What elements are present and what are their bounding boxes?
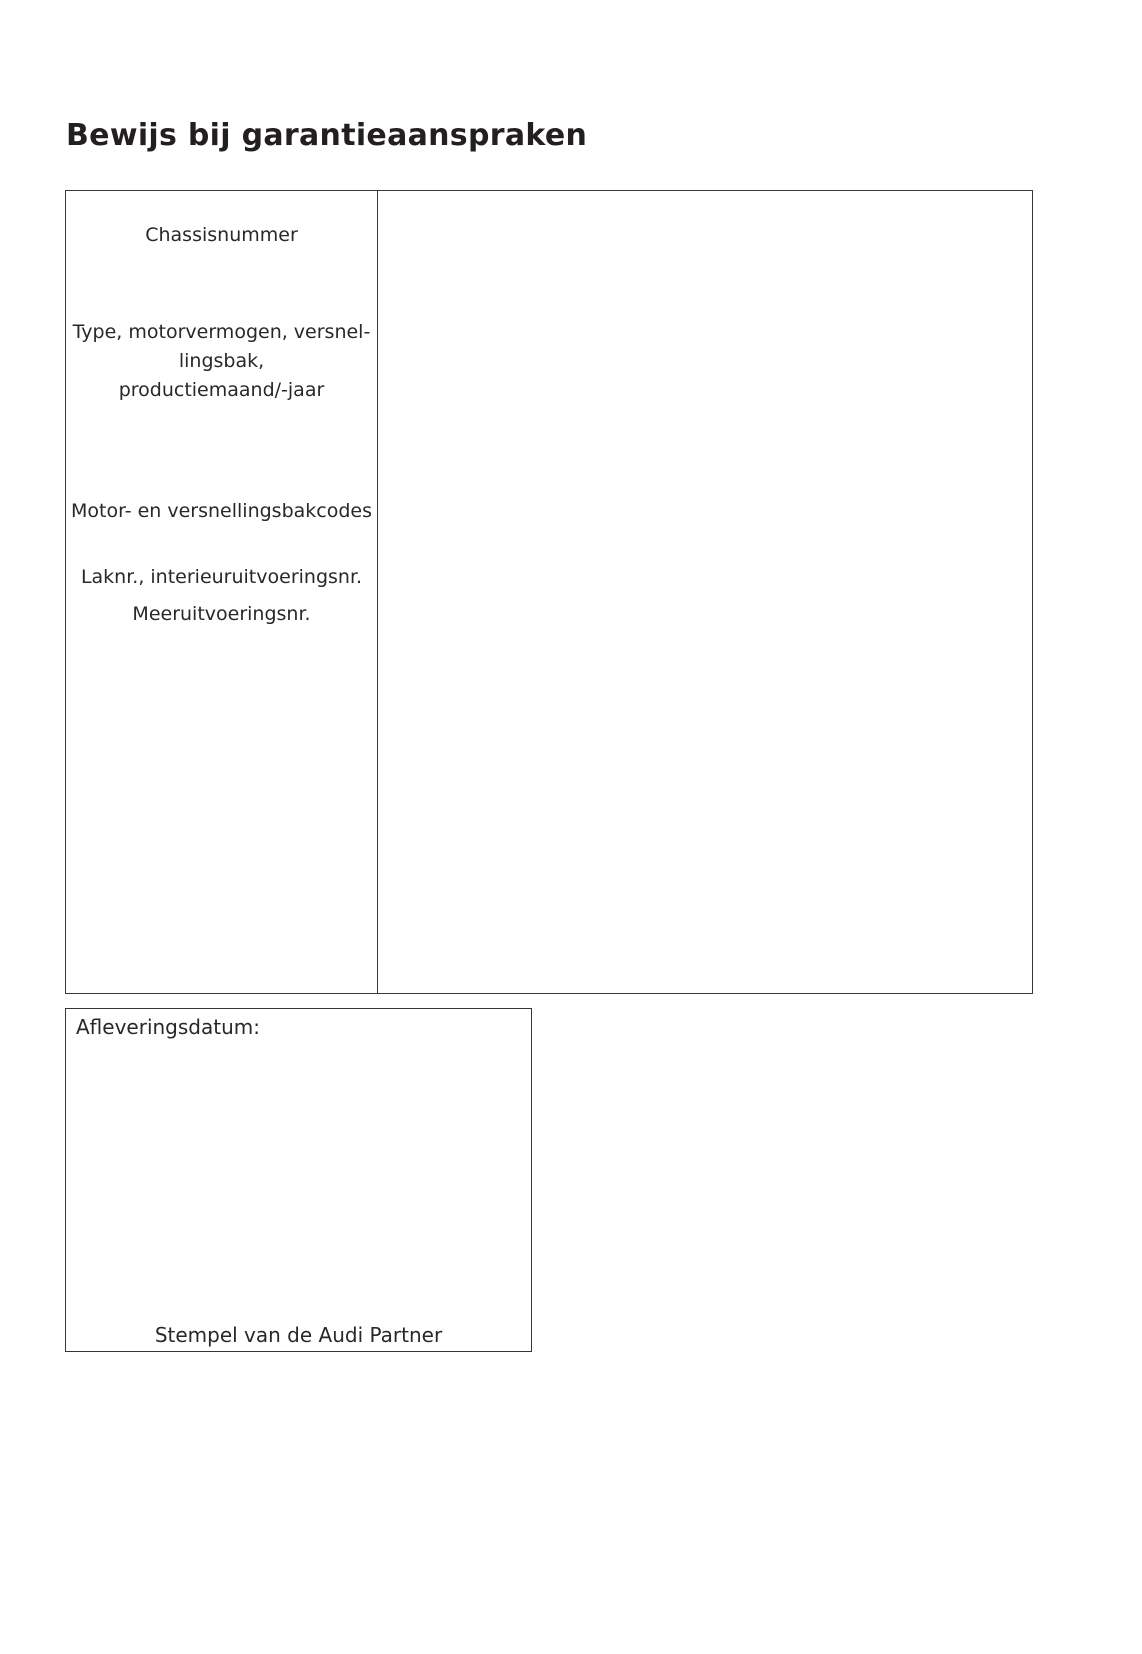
type-label-line-2: lingsbak, xyxy=(178,350,265,372)
engine-gearbox-codes-label: Motor- en versnellingsbakcodes xyxy=(71,500,372,522)
type-label-line-3: productiemaand/-jaar xyxy=(118,379,325,401)
delivery-date-label: Afleveringsdatum: xyxy=(76,1015,260,1039)
type-engine-gearbox-label xyxy=(66,318,377,405)
label-column xyxy=(66,191,378,993)
vehicle-data-form xyxy=(65,190,1033,994)
vehicle-data-entry-area[interactable] xyxy=(378,191,1032,993)
delivery-stamp-box[interactable] xyxy=(65,1008,532,1352)
chassis-number-label: Chassisnummer xyxy=(145,224,298,246)
paint-interior-number-label: Laknr., interieuruitvoeringsnr. xyxy=(80,566,363,588)
extra-equipment-number-label: Meeruitvoeringsnr. xyxy=(132,603,311,625)
type-label-line-1: Type, motorvermogen, versnel- xyxy=(72,321,371,343)
page-title: Bewijs bij garantieaanspraken xyxy=(66,118,588,153)
dealer-stamp-label: Stempel van de Audi Partner xyxy=(154,1323,443,1347)
